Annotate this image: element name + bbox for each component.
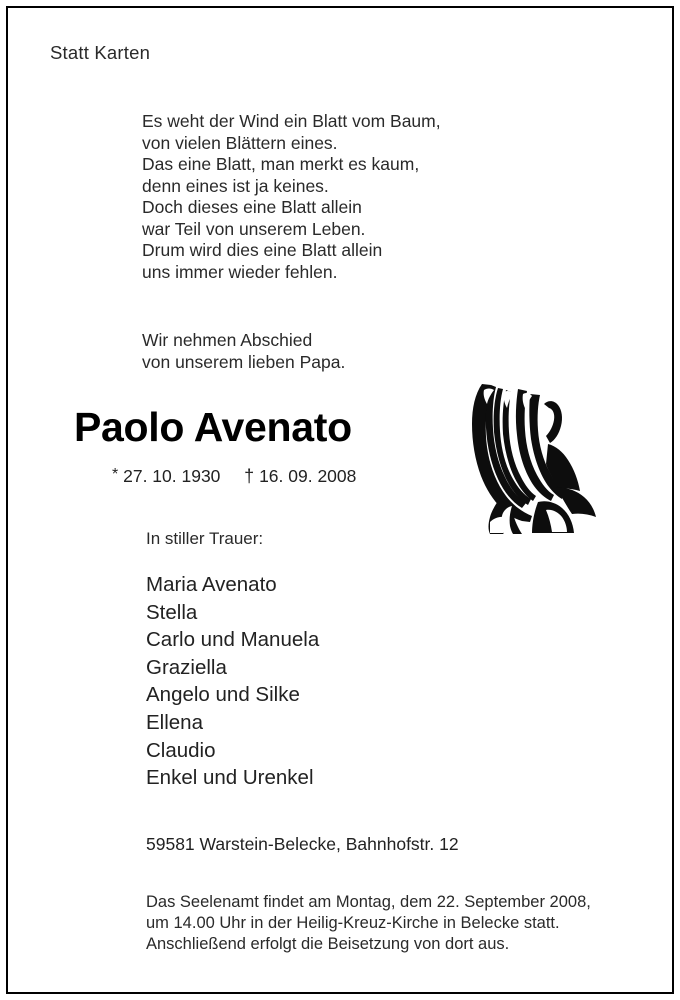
list-item: Stella [146,600,198,624]
list-item: Angelo und Silke [146,683,300,707]
list-item: Enkel und Urenkel [146,766,314,790]
mourners-list [146,571,319,792]
farewell-line: von unserem lieben Papa. [142,351,346,372]
service-line: Anschließend erfolgt die Beisetzung von dort aus. [146,935,510,953]
service-line: Das Seelenamt findet am Montag, dem 22. September 2008, [146,893,591,911]
farewell-text [142,330,345,373]
praying-hands-icon [460,376,600,536]
poem-line: Doch dieses eine Blatt allein [142,197,362,217]
farewell-line: Wir nehmen Abschied [142,330,313,350]
address-line: 59581 Warstein-Belecke, Bahnhofstr. 12 [146,834,459,854]
memorial-poem [142,111,441,283]
deceased-name: Paolo Avenato [74,404,352,450]
poem-line: von vielen Blättern eines. [142,132,338,153]
death-date: 16. 09. 2008 [259,466,357,486]
mourning-label: In stiller Trauer: [146,529,264,548]
poem-line: uns immer wieder fehlen. [142,261,338,282]
service-details [146,892,591,955]
notice-border [6,6,674,994]
list-item: Carlo und Manuela [146,628,320,652]
list-item: Maria Avenato [146,573,277,596]
birth-symbol: * [112,466,119,483]
list-item: Graziella [146,655,227,679]
poem-line: denn eines ist ja keines. [142,175,329,196]
notice-content [8,8,672,992]
poem-line: war Teil von unserem Leben. [142,218,366,239]
poem-line: Das eine Blatt, man merkt es kaum, [142,154,420,174]
death-symbol: † [244,466,255,486]
life-dates [112,466,356,487]
service-line: um 14.00 Uhr in der Heilig-Kreuz-Kirche in Belecke statt. [146,914,560,932]
list-item: Ellena [146,710,203,734]
poem-line: Es weht der Wind ein Blatt vom Baum, [142,111,441,131]
statt-karten-header: Statt Karten [50,42,151,63]
poem-line: Drum wird dies eine Blatt allein [142,240,383,260]
list-item: Claudio [146,738,216,762]
birth-date: 27. 10. 1930 [123,466,221,486]
